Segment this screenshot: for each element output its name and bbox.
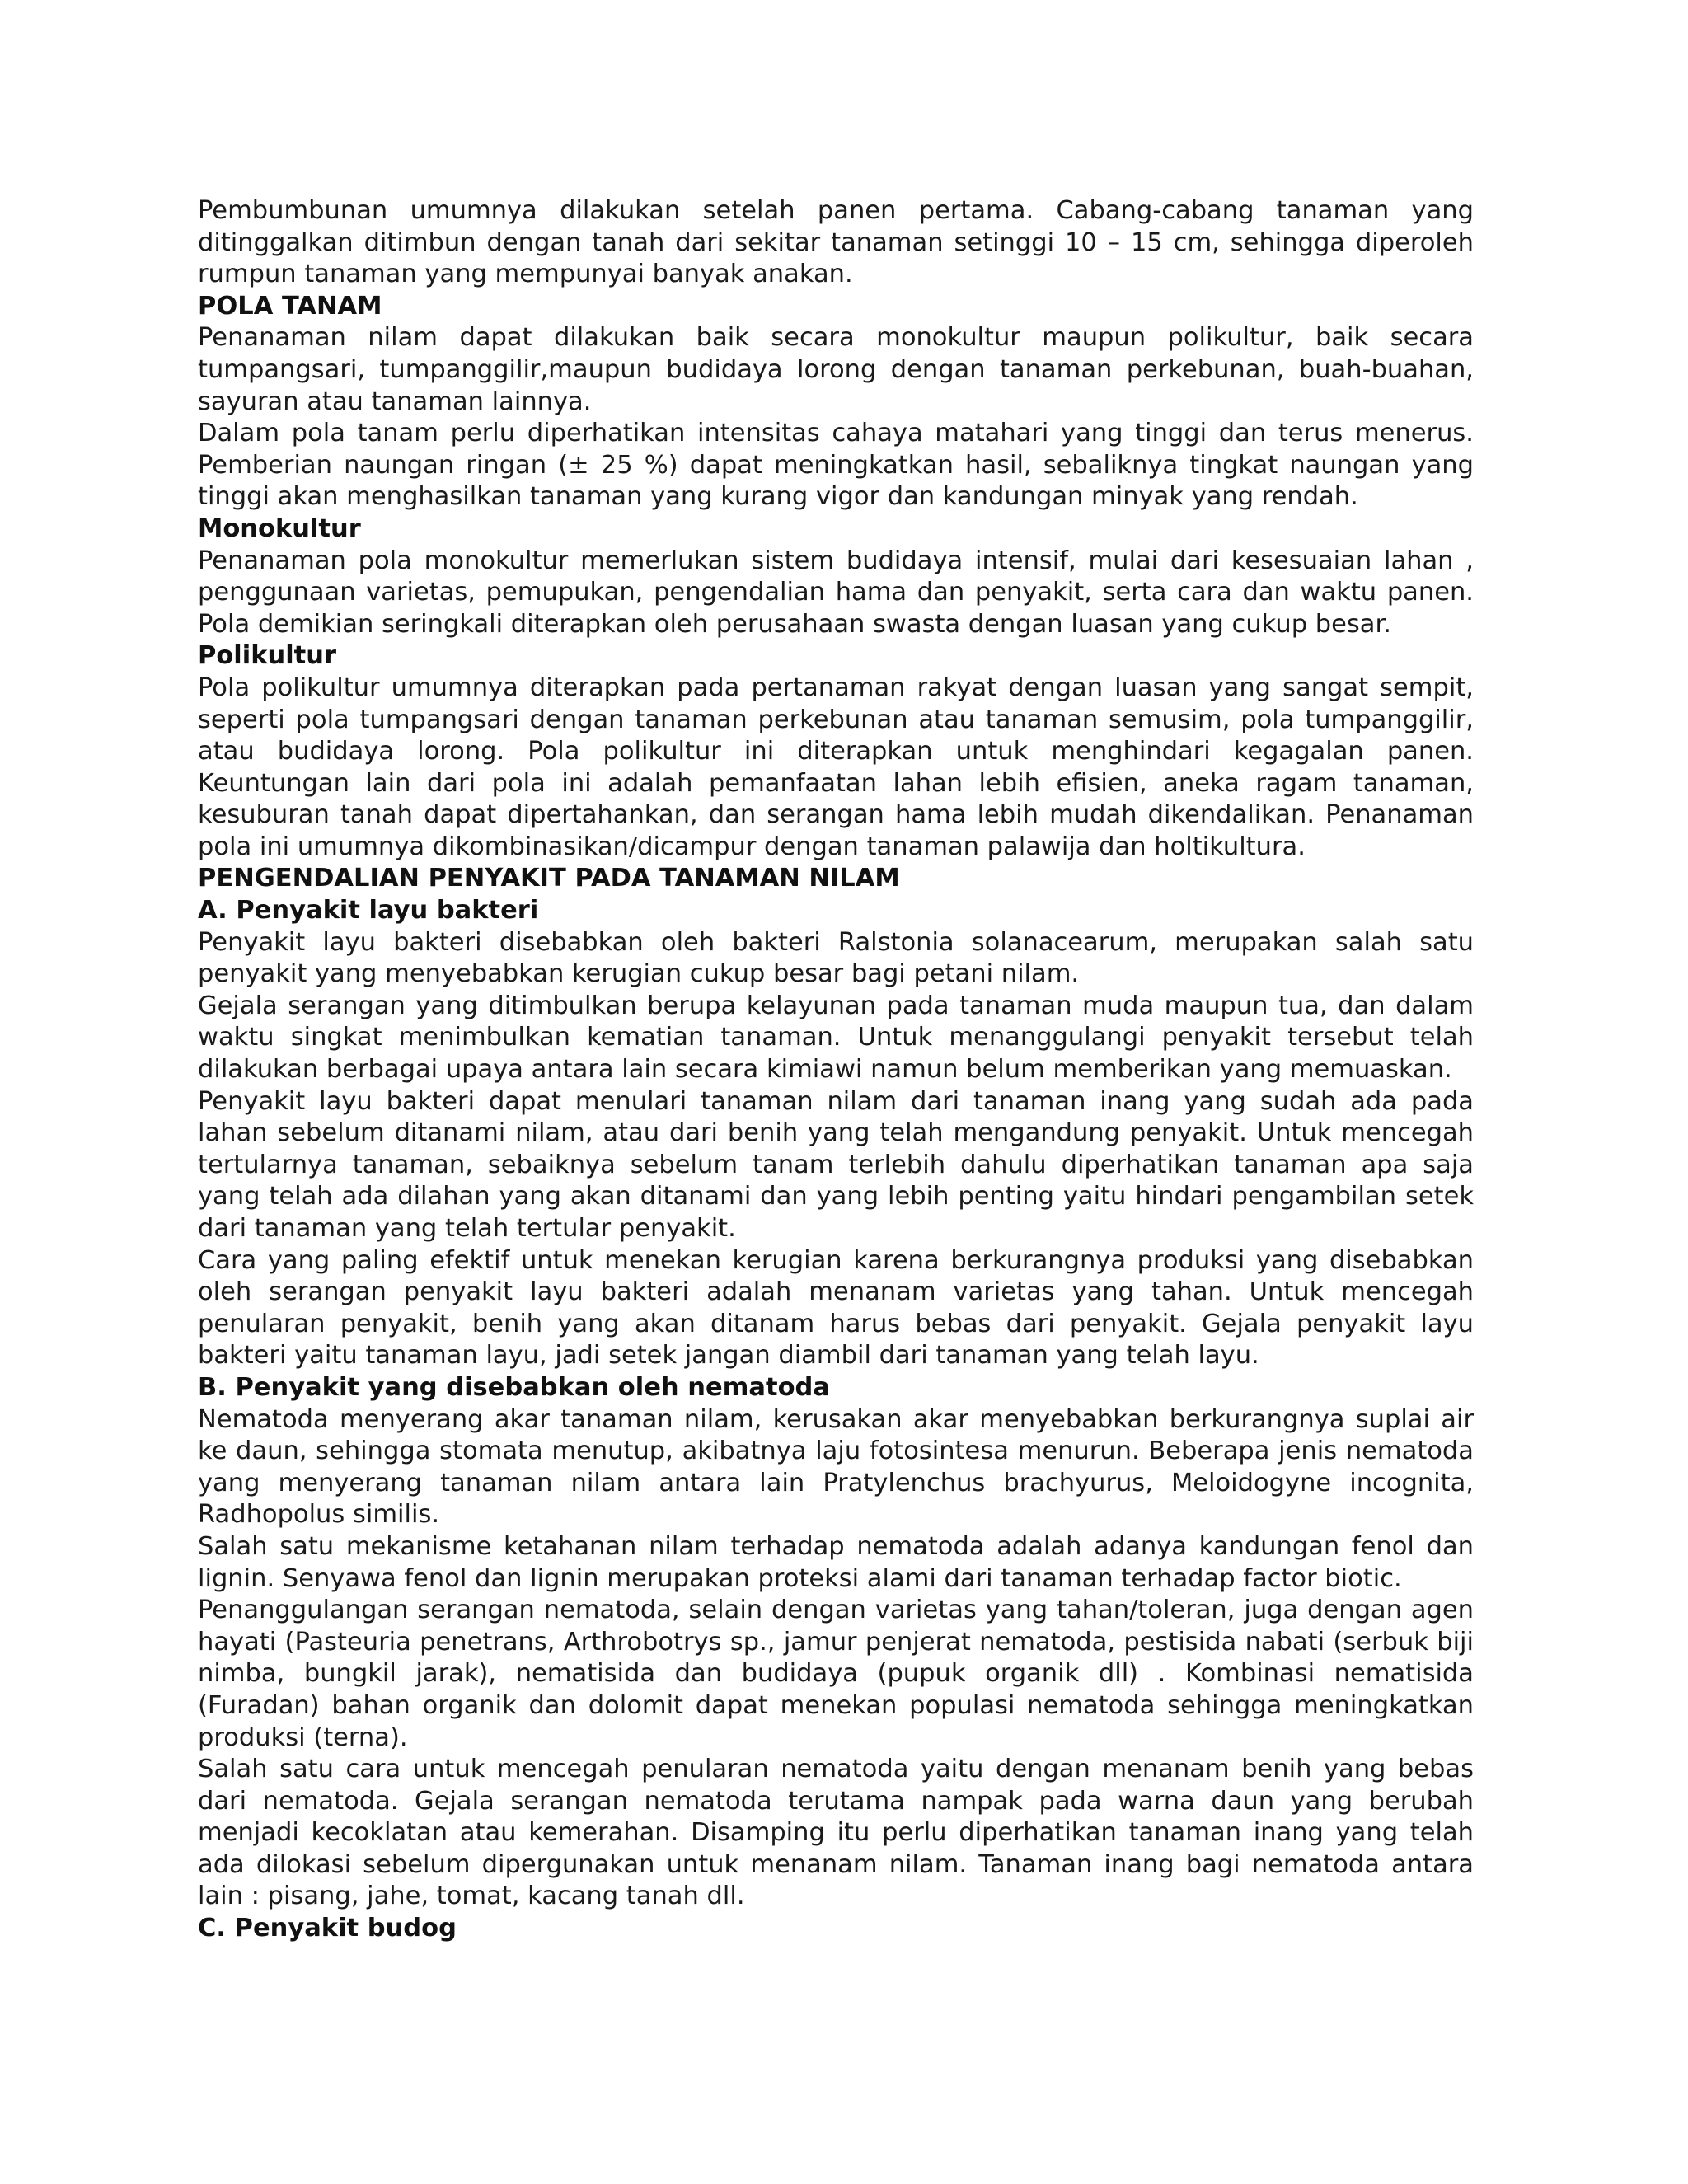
subheading-nematoda: B. Penyakit yang disebabkan oleh nematoda bbox=[198, 1372, 830, 1402]
heading-pengendalian-penyakit: PENGENDALIAN PENYAKIT PADA TANAMAN NILAM bbox=[198, 864, 900, 893]
subheading-layu-bakteri: A. Penyakit layu bakteri bbox=[198, 896, 539, 926]
paragraph-polikultur: Pola polikultur umumnya diterapkan pada pertanaman rakyat dengan luasan yang sangat sempit, seperti pola tumpangsari dengan tanaman perkebunan atau tanaman semusim, pola tumpanggilir, atau budidaya lorong. Pola polikultur ini diterapkan untuk menghindari kegagalan panen. Keuntungan lain dari pola ini adalah pemanfaatan lahan lebih efisien, aneka ragam tanaman, kesuburan tanah dapat dipertahankan, dan serangan hama lebih mudah dikendalikan. Penanaman pola ini umumnya dikombinasikan/dicampur dengan tanaman palawija dan holtikultura. bbox=[198, 673, 1474, 861]
heading-monokultur: Monokultur bbox=[198, 513, 361, 543]
document-body bbox=[198, 195, 1474, 1945]
paragraph-intensitas-cahaya: Dalam pola tanam perlu diperhatikan intensitas cahaya matahari yang tinggi dan terus menerus. Pemberian naungan ringan (± 25 %) dapat meningkatkan hasil, sebaliknya tingkat naungan yang tinggi akan menghasilkan tanaman yang kurang vigor dan kandungan minyak yang rendah. bbox=[198, 419, 1474, 512]
paragraph-layu-bakteri-gejala: Gejala serangan yang ditimbulkan berupa kelayunan pada tanaman muda maupun tua, dan dalam waktu singkat menimbulkan kematian tanaman. Untuk menanggulangi penyakit tersebut telah dilakukan berbagai upaya antara lain secara kimiawi namun belum memberikan yang memuaskan. bbox=[198, 991, 1474, 1085]
paragraph-layu-bakteri-penyebab: Penyakit layu bakteri disebabkan oleh bakteri Ralstonia solanacearum, merupakan salah satu penyakit yang menyebabkan kerugian cukup besar bagi petani nilam. bbox=[198, 927, 1474, 989]
paragraph-nematoda-pencegahan: Salah satu cara untuk mencegah penularan nematoda yaitu dengan menanam benih yang bebas dari nematoda. Gejala serangan nematoda terutama nampak pada warna daun yang berubah menjadi kecoklatan atau kemerahan. Disamping itu perlu diperhatikan tanaman inang yang telah ada dilokasi sebelum dipergunakan untuk menanam nilam. Tanaman inang bagi nematoda antara lain : pisang, jahe, tomat, kacang tanah dll. bbox=[198, 1755, 1474, 1911]
paragraph-layu-bakteri-penularan: Penyakit layu bakteri dapat menulari tanaman nilam dari tanaman inang yang sudah ada pada lahan sebelum ditanami nilam, atau dari benih yang telah mengandung penyakit. Untuk mencegah tertularnya tanaman, sebaiknya sebelum tanam terlebih dahulu diperhatikan tanaman apa saja yang telah ada dilahan yang akan ditanami dan yang lebih penting yaitu hindari pengambilan setek dari tanaman yang telah tertular penyakit. bbox=[198, 1086, 1474, 1243]
paragraph-nematoda-serangan: Nematoda menyerang akar tanaman nilam, kerusakan akar menyebabkan berkurangnya suplai air ke daun, sehingga stomata menutup, akibatnya laju fotosintesa menurun. Beberapa jenis nematoda yang menyerang tanaman nilam antara lain Pratylenchus brachyurus, Meloidogyne incognita, Radhopolus similis. bbox=[198, 1404, 1474, 1530]
paragraph-pembumbunan: Pembumbunan umumnya dilakukan setelah panen pertama. Cabang-cabang tanaman yang ditinggalkan ditimbun dengan tanah dari sekitar tanaman setinggi 10 – 15 cm, sehingga diperoleh rumpun tanaman yang mempunyai banyak anakan. bbox=[198, 196, 1474, 289]
paragraph-layu-bakteri-pengendalian: Cara yang paling efektif untuk menekan kerugian karena berkurangnya produksi yang disebabkan oleh serangan penyakit layu bakteri adalah menanam varietas yang tahan. Untuk mencegah penularan penyakit, benih yang akan ditanam harus bebas dari penyakit. Gejala penyakit layu bakteri yaitu tanaman layu, jadi setek jangan diambil dari tanaman yang telah layu. bbox=[198, 1245, 1474, 1371]
heading-polikultur: Polikultur bbox=[198, 641, 337, 671]
paragraph-penanaman-nilam: Penanaman nilam dapat dilakukan baik secara monokultur maupun polikultur, baik secara tumpangsari, tumpanggilir,maupun budidaya lorong dengan tanaman perkebunan, buah-buahan, sayuran atau tanaman lainnya. bbox=[198, 323, 1474, 416]
paragraph-monokultur: Penanaman pola monokultur memerlukan sistem budidaya intensif, mulai dari kesesuaian lahan , penggunaan varietas, pemupukan, pengendalian hama dan penyakit, serta cara dan waktu panen. Pola demikian seringkali diterapkan oleh perusahaan swasta dengan luasan yang cukup besar. bbox=[198, 546, 1474, 639]
paragraph-nematoda-ketahanan: Salah satu mekanisme ketahanan nilam terhadap nematoda adalah adanya kandungan fenol dan lignin. Senyawa fenol dan lignin merupakan proteksi alami dari tanaman terhadap factor biotic. bbox=[198, 1531, 1474, 1593]
paragraph-nematoda-penanggulangan: Penanggulangan serangan nematoda, selain dengan varietas yang tahan/toleran, juga dengan agen hayati (Pasteuria penetrans, Arthrobotrys sp., jamur penjerat nematoda, pestisida nabati (serbuk biji nimba, bungkil jarak), nematisida dan budidaya (pupuk organik dll) . Kombinasi nematisida (Furadan) bahan organik dan dolomit dapat menekan populasi nematoda sehingga meningkatkan produksi (terna). bbox=[198, 1596, 1474, 1752]
subheading-budog: C. Penyakit budog bbox=[198, 1914, 457, 1943]
heading-pola-tanam: POLA TANAM bbox=[198, 291, 382, 321]
